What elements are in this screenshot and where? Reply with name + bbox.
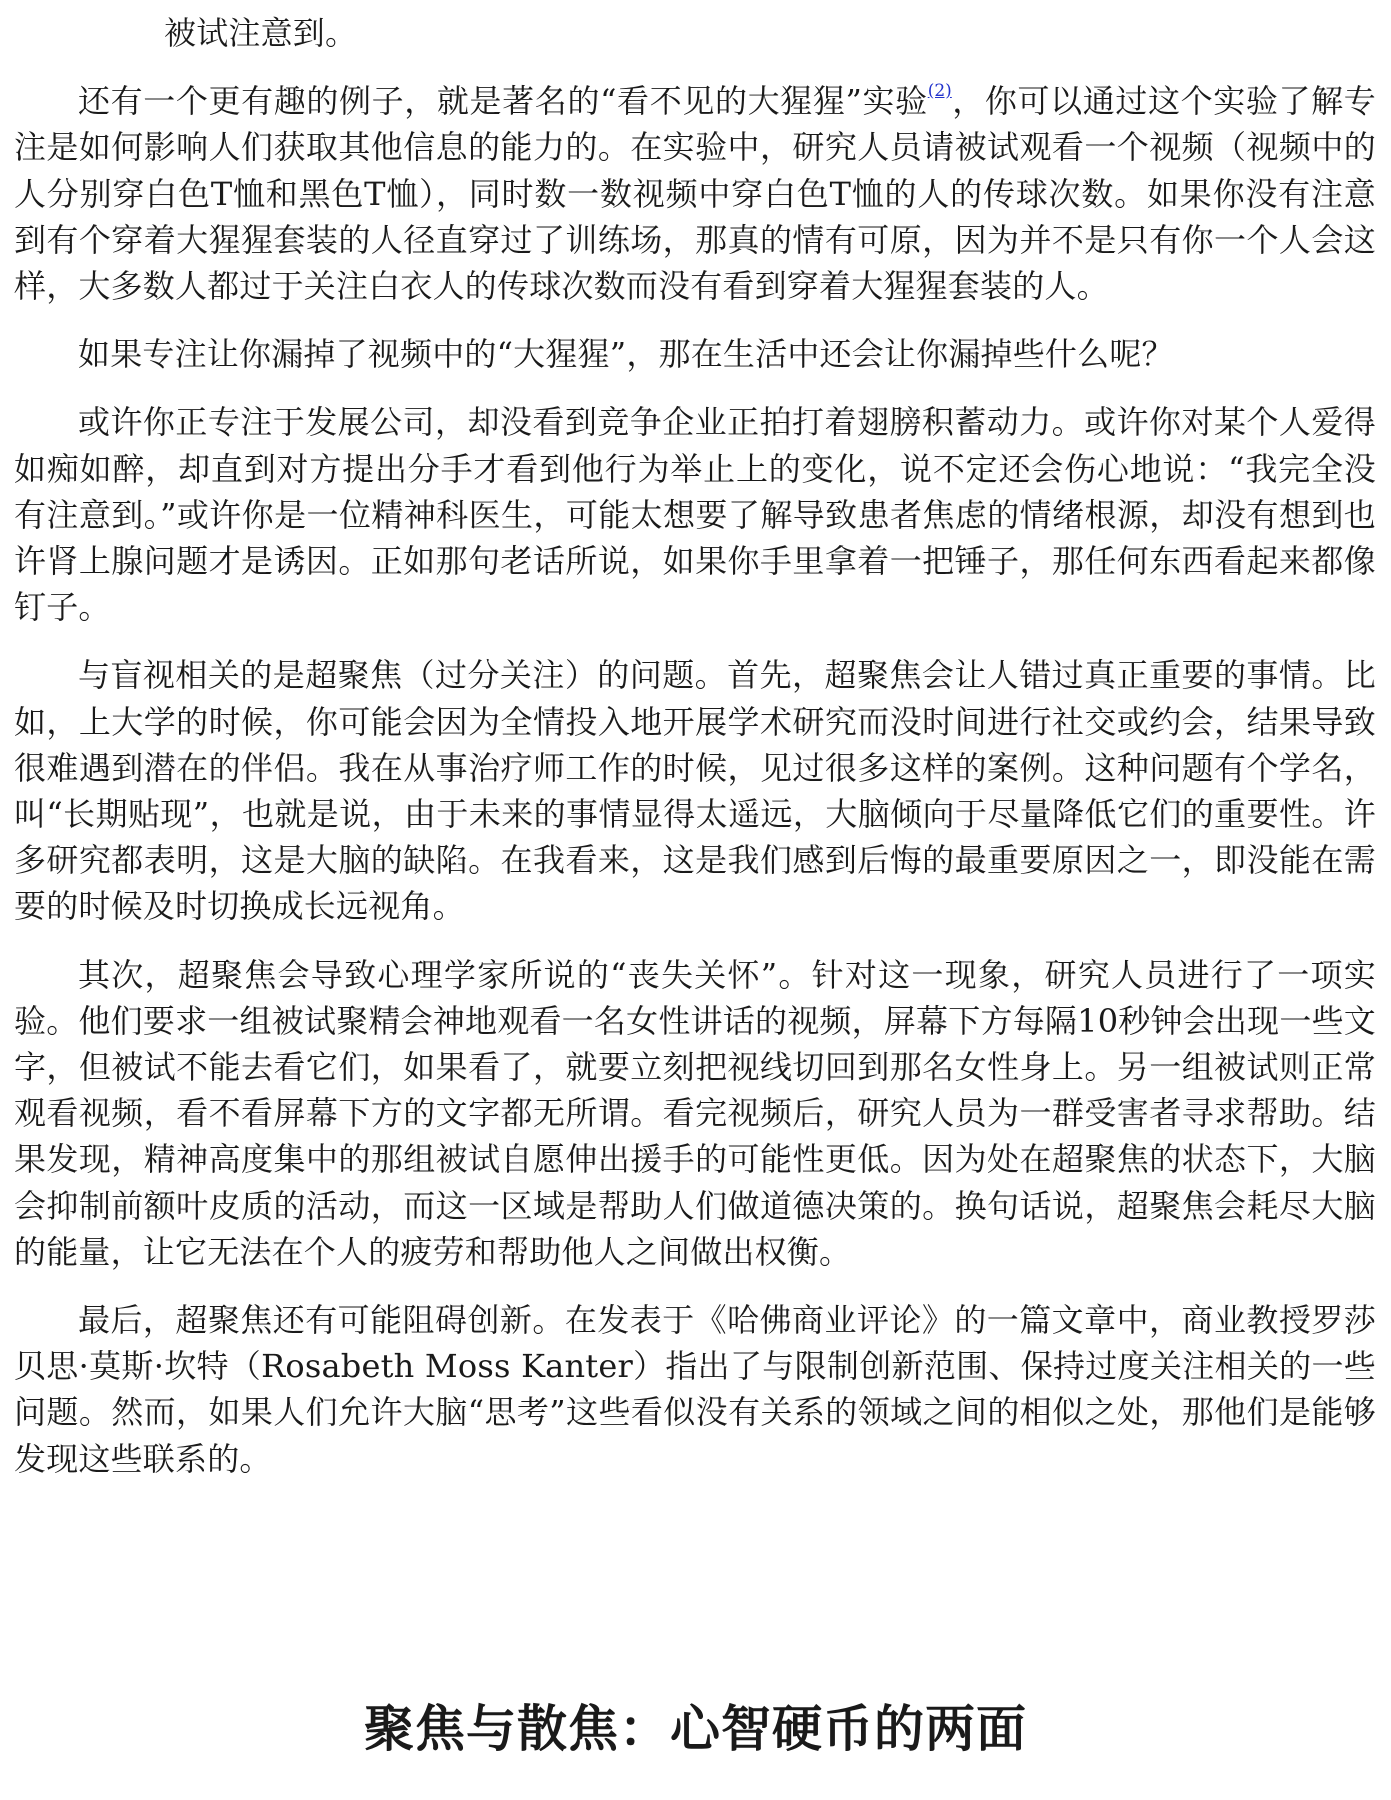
- footnote-link[interactable]: (2): [927, 81, 952, 102]
- paragraph-examples: 或许你正专注于发展公司，却没看到竞争企业正拍打着翅膀积蓄动力。或许你对某个人爱得如痴如醉，却直到对方提出分手才看到他行为举止上的变化，说不定还会伤心地说：“我完全没有注意到。”或许你是一位精神科医生，可能太想要了解导致患者焦虑的情绪根源，却没有想到也许肾上腺问题才是诱因。正如那句老话所说，如果你手里拿着一把锤子，那任何东西看起来都像钉子。: [14, 403, 1376, 627]
- paragraph-hyperfocus-first: 与盲视相关的是超聚焦（过分关注）的问题。首先，超聚焦会让人错过真正重要的事情。比如，上大学的时候，你可能会因为全情投入地开展学术研究而没时间进行社交或约会，结果导致很难遇到潜在的伴侣。我在从事治疗师工作的时候，见过很多这样的案例。这种问题有个学名，叫“长期贴现”，也就是说，由于未来的事情显得太遥远，大脑倾向于尽量降低它们的重要性。许多研究都表明，这是大脑的缺陷。在我看来，这是我们感到后悔的最重要原因之一，即没能在需要的时候及时切换成长远视角。: [14, 656, 1376, 926]
- paragraph-text: ，你可以通过这个实验了解专注是如何影响人们获取其他信息的能力的。在实验中，研究人员请被试观看一个视频（视频中的人分别穿白色T恤和黑色T恤），同时数一数视频中穿白色T恤的人的传球次数。如果你没有注意到有个穿着大猩猩套装的人径直穿过了训练场，那真的情有可原，因为并不是只有你一个人会这样，大多数人都过于关注白衣人的传球次数而没有看到穿着大猩猩套装的人。: [14, 82, 1376, 306]
- document-body: [14, 10, 1376, 1504]
- paragraph-gorilla-experiment: [14, 78, 1376, 309]
- paragraph-hyperfocus-last: 最后，超聚焦还有可能阻碍创新。在发表于《哈佛商业评论》的一篇文章中，商业教授罗莎贝思·莫斯·坎特（Rosabeth Moss Kanter）指出了与限制创新范围、保持过度关注相关的一些问题。然而，如果人们允许大脑“思考”这些看似没有关系的领域之间的相似之处，那他们是能够发现这些联系的。: [14, 1301, 1376, 1478]
- section-heading: 聚焦与散焦：心智硬币的两面: [364, 1700, 1027, 1758]
- paragraph-continuation: 被试注意到。: [164, 14, 358, 52]
- paragraph-question: 如果专注让你漏掉了视频中的“大猩猩”，那在生活中还会让你漏掉些什么呢？: [78, 335, 1174, 374]
- paragraph-text: 还有一个更有趣的例子，就是著名的“看不见的大猩猩”实验: [78, 82, 928, 121]
- paragraph-hyperfocus-second: 其次，超聚焦会导致心理学家所说的“丧失关怀”。针对这一现象，研究人员进行了一项实验。他们要求一组被试聚精会神地观看一名女性讲话的视频，屏幕下方每隔10秒钟会出现一些文字，但被试不能去看它们，如果看了，就要立刻把视线切回到那名女性身上。另一组被试则正常观看视频，看不看屏幕下方的文字都无所谓。看完视频后，研究人员为一群受害者寻求帮助。结果发现，精神高度集中的那组被试自愿伸出援手的可能性更低。因为处在超聚焦的状态下，大脑会抑制前额叶皮质的活动，而这一区域是帮助人们做道德决策的。换句话说，超聚焦会耗尽大脑的能量，让它无法在个人的疲劳和帮助他人之间做出权衡。: [14, 955, 1376, 1271]
